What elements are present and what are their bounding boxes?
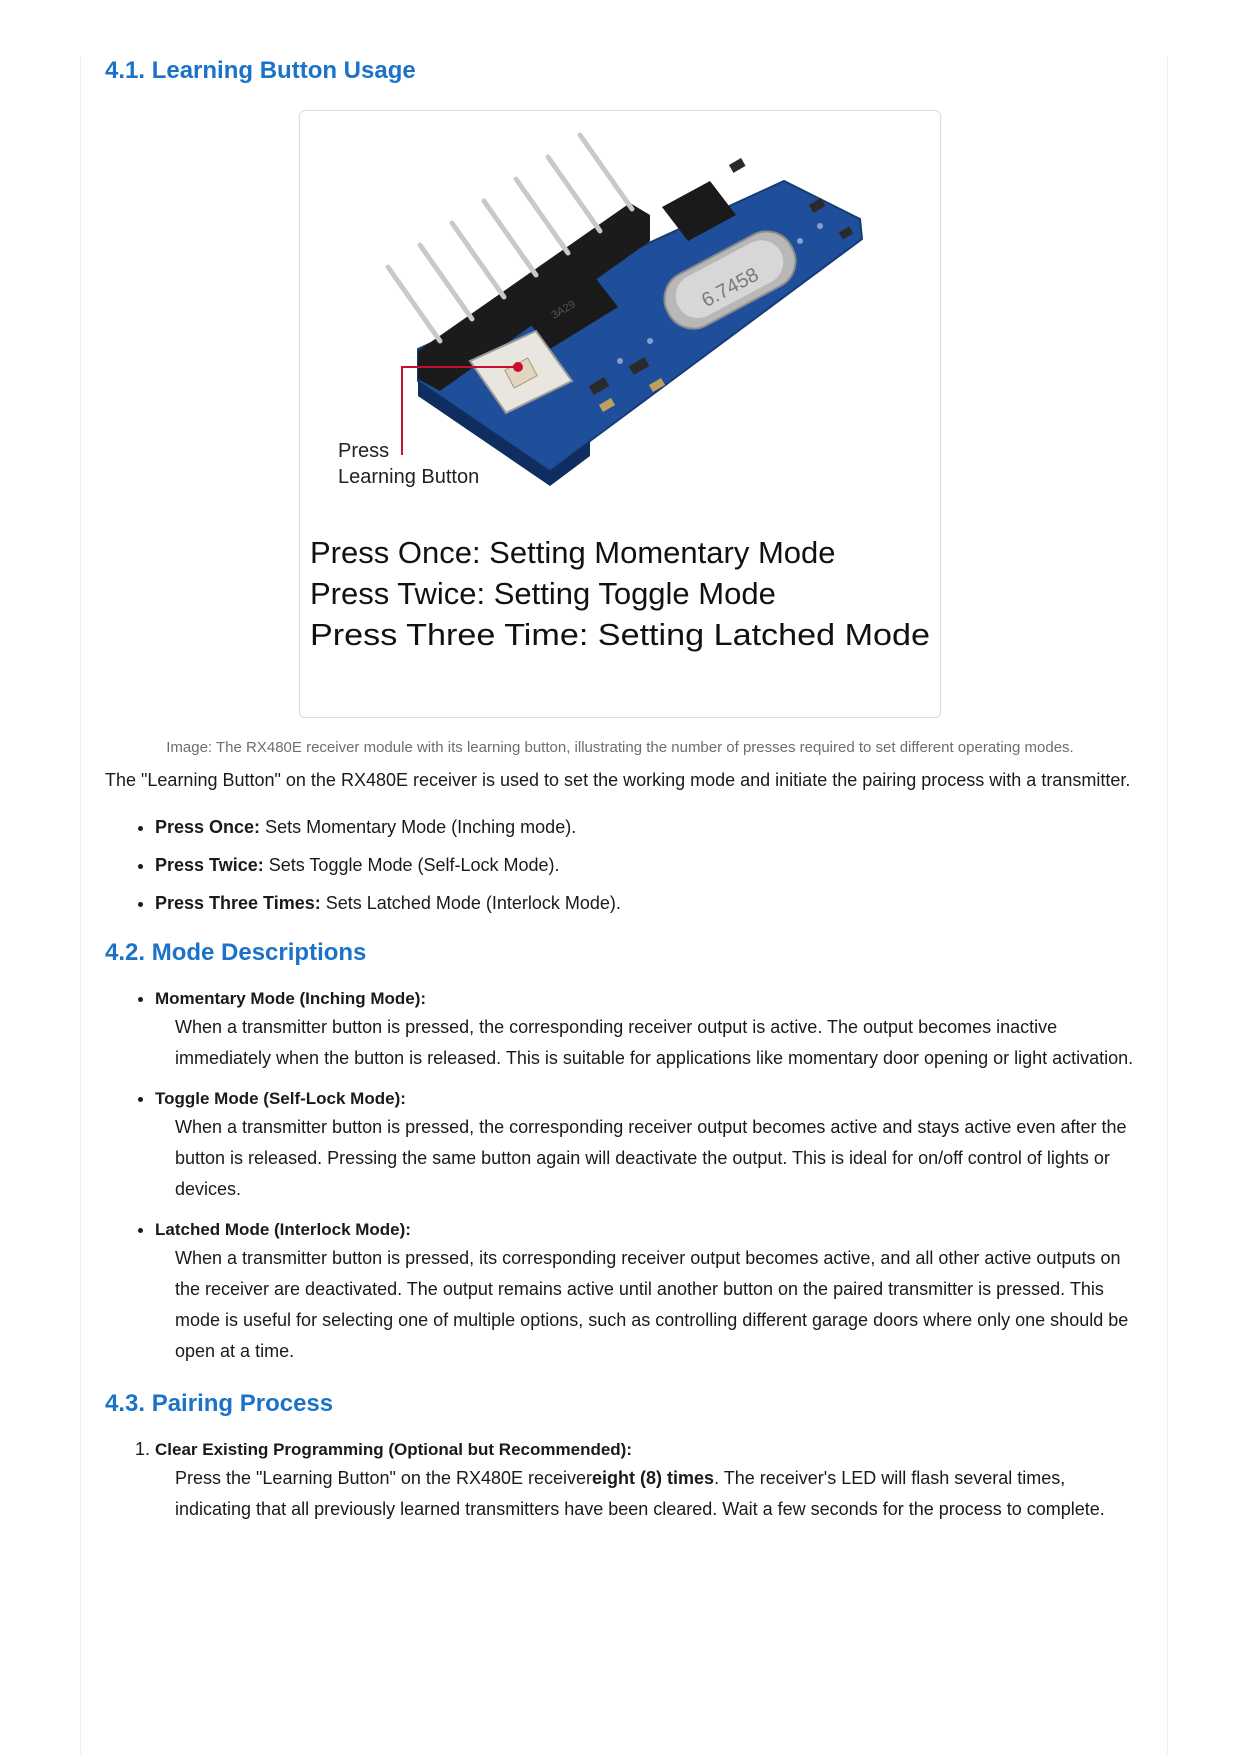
mode-description: When a transmitter button is pressed, the corresponding receiver output becomes active and stays active even after the button is released. Pressing the same button again will deactivate the output. This is ideal for on/off control of lights or devices. [175, 1117, 1127, 1199]
list-item [155, 890, 1135, 916]
mode-list [105, 986, 1135, 1367]
press-label: Press Three Times: [155, 893, 321, 913]
press-list [105, 814, 1135, 916]
list-item [155, 814, 1135, 840]
callout-text-press: Press [338, 440, 390, 462]
mode-description: When a transmitter button is pressed, the corresponding receiver output is active. The output becomes inactive immediately when the button is released. This is suitable for applications like momentary door opening or light activation. [175, 1017, 1134, 1068]
list-item [155, 1437, 1135, 1525]
receiver-module-illustration [300, 111, 940, 717]
learning-button-intro: The "Learning Button" on the RX480E receiver is used to set the working mode and initiate the pairing process with a transmitter. [105, 770, 1131, 790]
press-text: Sets Momentary Mode (Inching mode). [260, 817, 577, 837]
press-text: Sets Toggle Mode (Self-Lock Mode). [263, 855, 560, 875]
figure-mode-line-twice: Press Twice: Setting Toggle Mode [310, 576, 776, 611]
list-item [155, 1086, 1135, 1205]
step-text-bold: eight (8) times [592, 1468, 715, 1488]
mode-description: When a transmitter button is pressed, its corresponding receiver output becomes active, and all other active outputs on the receiver are deactivated. The output remains active until another button on the paired transmitter is pressed. This mode is useful for selecting one of multiple options, such as controlling different garage doors where only one should be open at a time. [175, 1248, 1129, 1361]
pairing-steps [105, 1437, 1135, 1525]
list-item [155, 1217, 1135, 1367]
press-label: Press Once: [155, 817, 261, 837]
chip-marking: 3A29 [549, 298, 578, 322]
mode-title: • Toggle Mode (Self-Lock Mode): [155, 1089, 406, 1108]
figure-mode-line-once: Press Once: Setting Momentary Mode [310, 535, 836, 570]
step-title: 1. Clear Existing Programming (Optional but Recommended): [155, 1440, 632, 1459]
callout-text-learning-button: Learning Button [338, 466, 480, 488]
figure-caption: Image: The RX480E receiver module with its learning button, illustrating the number of presses required to set different operating modes. [166, 739, 1074, 756]
step-text-before: Press the "Learning Button" on the RX480E receiver [175, 1468, 593, 1488]
section-heading-pairing-process: 4.3. Pairing Process [105, 1390, 334, 1417]
receiver-module-figure [299, 110, 941, 718]
document-content [105, 56, 1135, 1525]
figure-mode-line-three: Press Three Time: Setting Latched Mode [310, 617, 930, 652]
mode-title: • Momentary Mode (Inching Mode): [155, 989, 427, 1008]
step-description [155, 1463, 1135, 1525]
mode-title: • Latched Mode (Interlock Mode): [155, 1220, 411, 1239]
list-item [155, 852, 1135, 878]
list-item [155, 986, 1135, 1074]
crystal-marking: 6.7458 [698, 263, 763, 312]
step-text-after: . The receiver's LED will flash several times, indicating that all previously learned transmitters have been cleared. Wait a few seconds for the process to complete. [175, 1468, 1105, 1519]
press-text: Sets Latched Mode (Interlock Mode). [320, 893, 621, 913]
section-heading-mode-descriptions: 4.2. Mode Descriptions [105, 939, 367, 966]
press-label: Press Twice: [155, 855, 264, 875]
section-heading-learning-button: 4.1. Learning Button Usage [105, 57, 416, 84]
